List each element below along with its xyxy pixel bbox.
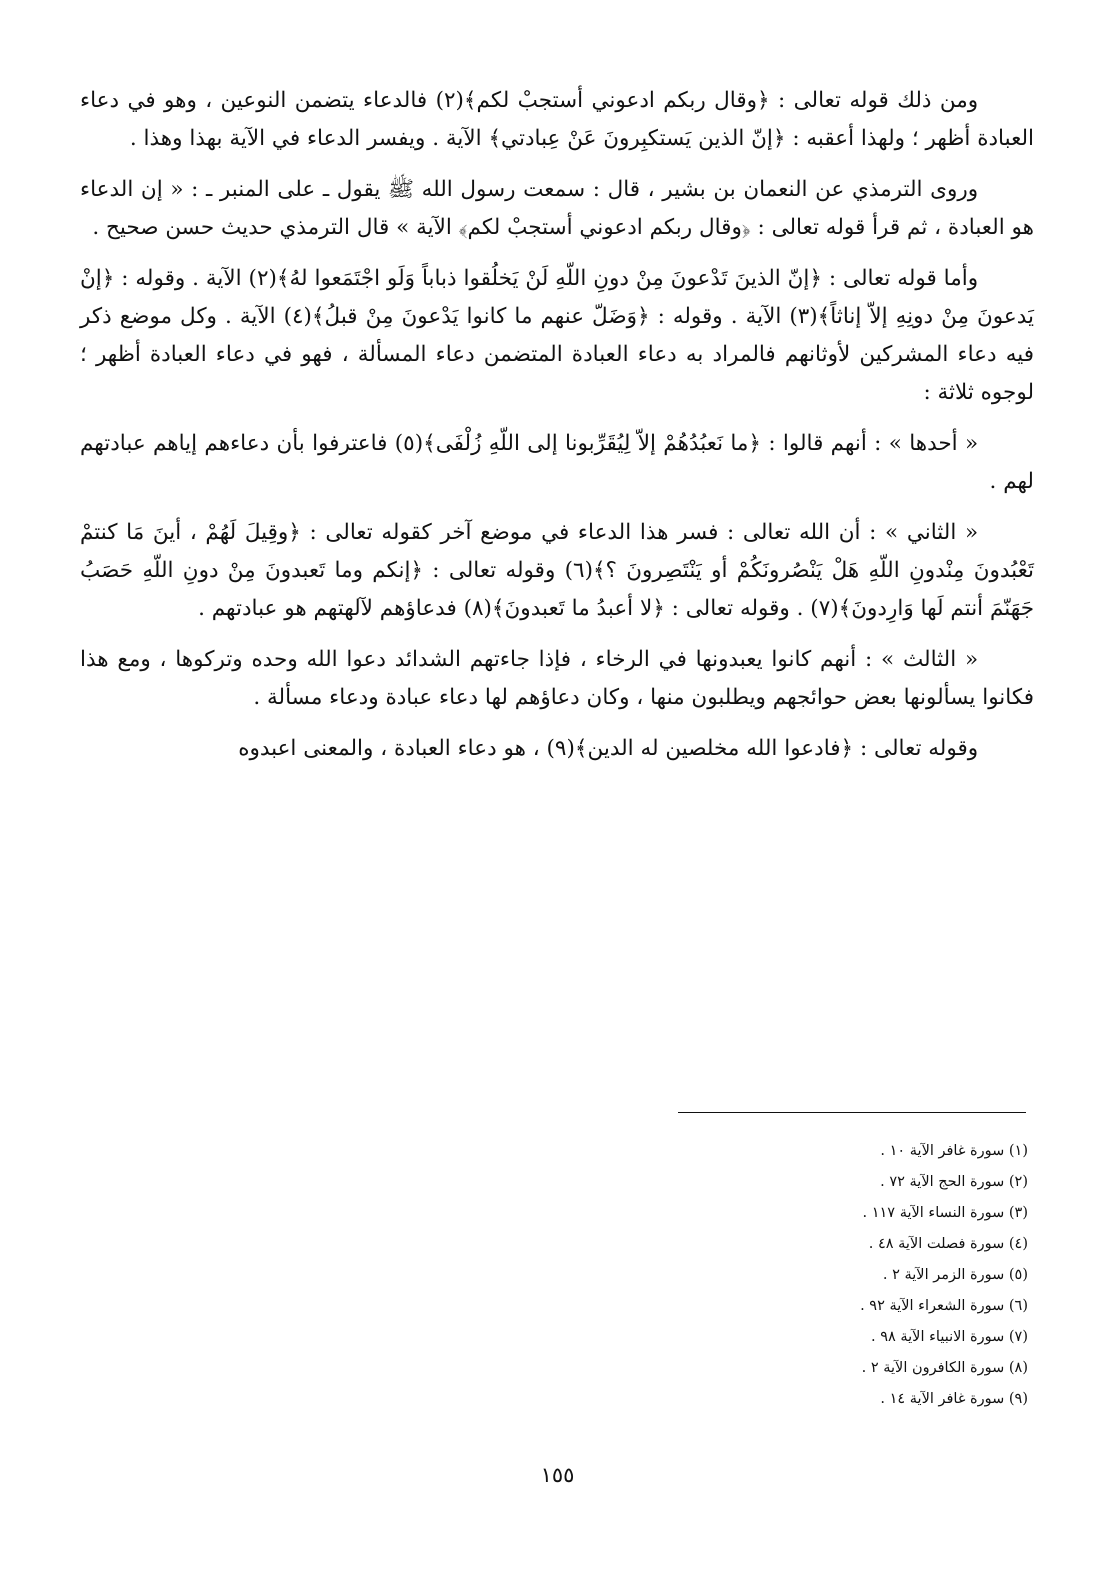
footnote: (٣) سورة النساء الآية ١١٧ . [862,1205,1028,1221]
footnote: (٦) سورة الشعراء الآية ٩٢ . [860,1298,1028,1314]
footnote: (٨) سورة الكافرون الآية ٢ . [861,1360,1028,1376]
paragraph: « الثالث » : أنهم كانوا يعبدونها في الرخاء ، فإذا جاءتهم الشدائد دعوا الله وحده وتركوها ، ومع هذا فكانوا يسألونها بعض حوائجهم ويطلبون منها ، وكان دعاؤهم لها دعاء عبادة ودعاء مسألة . [80,647,1034,710]
page-number: ١٥٥ [540,1463,575,1487]
footnote: (٩) سورة غافر الآية ١٤ . [880,1391,1028,1407]
footnote-divider [678,1112,1026,1113]
paragraph: ومن ذلك قوله تعالى : ﴿وقال ربكم ادعوني أستجبْ لكم﴾(٢) فالدعاء يتضمن النوعين ، وهو في دعاء العبادة أظهر ؛ ولهذا أعقبه : ﴿إنّ الذين يَستكبِرونَ عَنْ عِبادتي﴾ الآية . ويفسر الدعاء في الآية بهذا وهذا . [80,88,1034,151]
footnote: (١) سورة غافر الآية ١٠ . [880,1143,1028,1159]
paragraph: وأما قوله تعالى : ﴿إنّ الذينَ تَدْعونَ مِنْ دونِ اللّهِ لَنْ يَخلُقوا ذباباً وَلَو اجْتَمَعوا لهُ﴾(٢) الآية . وقوله : ﴿إنْ يَدعونَ مِنْ دونِهِ إلاّ إناثاً﴾(٣) الآية . وقوله : ﴿وَضَلّ عنهم ما كانوا يَدْعونَ مِنْ قبلُ﴾(٤) الآية . وكل موضع ذكر فيه دعاء المشركين لأوثانهم فالمراد به دعاء العبادة المتضمن دعاء المسألة ، فهو في دعاء العبادة أظهر ؛ لوجوه ثلاثة : [80,266,1034,405]
footnote: (٥) سورة الزمر الآية ٢ . [882,1267,1028,1283]
footnotes [560,1136,1028,1415]
footnote: (٧) سورة الانبياء الآية ٩٨ . [870,1329,1028,1345]
paragraph: وروى الترمذي عن النعمان بن بشير ، قال : سمعت رسول الله ﷺ يقول ـ على المنبر ـ : « إن الدعاء هو العبادة ، ثم قرأ قوله تعالى : ﴿وقال ربكم ادعوني أستجبْ لكم﴾ الآية » قال الترمذي حديث حسن صحيح . [80,177,1034,240]
paragraph: « الثاني » : أن الله تعالى : فسر هذا الدعاء في موضع آخر كقوله تعالى : ﴿وقِيلَ لَهُمْ ، أينَ مَا كنتمْ تَعْبُدونَ مِنْدونِ اللّهِ هَلْ يَنْصُرونَكُمْ أو يَنْتَصِرونَ ؟﴾(٦) وقوله تعالى : ﴿إنكم وما تَعبدونَ مِنْ دونِ اللّهِ حَصَبُ جَهَنّمَ أنتم لَها وَارِدونَ﴾(٧) . وقوله تعالى : ﴿لا أعبدُ ما تَعبدونَ﴾(٨) فدعاؤهم لآلهتهم هو عبادتهم . [80,520,1034,621]
paragraph: وقوله تعالى : ﴿فادعوا الله مخلصين له الدين﴾(٩) ، هو دعاء العبادة ، والمعنى اعبدوه [238,736,979,761]
footnote: (٢) سورة الحج الآية ٧٢ . [880,1174,1028,1190]
footnote: (٤) سورة فصلت الآية ٤٨ . [868,1236,1028,1252]
main-text [80,82,1034,781]
paragraph: « أحدها » : أنهم قالوا : ﴿ما نَعبُدُهُمْ إلاّ لِيُقَرِّبونا إلى اللّهِ زُلْفَى﴾(٥) فاعترفوا بأن دعاءهم إياهم عبادتهم لهم . [80,431,1034,494]
